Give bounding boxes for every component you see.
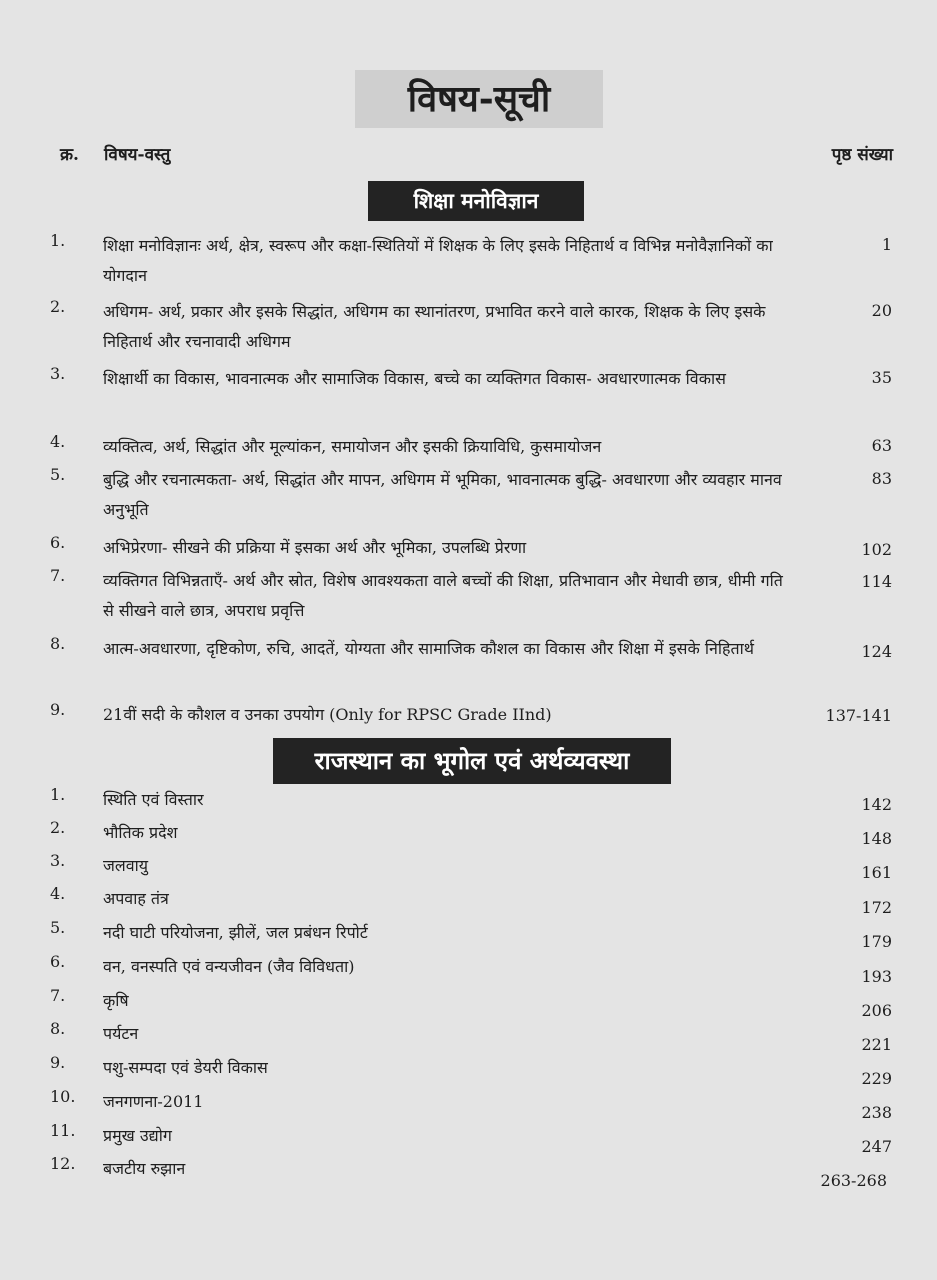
entry-page: 161 (861, 863, 892, 882)
entry-number: 7. (50, 986, 66, 1005)
entry-page: 35 (871, 368, 892, 387)
entry-title: जनगणना-2011 (103, 1092, 204, 1111)
entry-title: नदी घाटी परियोजना, झीलें, जल प्रबंधन रिपोर्ट (103, 923, 368, 942)
entry-title: स्थिति एवं विस्तार (103, 790, 204, 809)
entry-number: 5. (50, 465, 66, 484)
entry-title: शिक्षा मनोविज्ञानः अर्थ, क्षेत्र, स्वरूप और कक्षा-स्थितियों में शिक्षक के लिए इसके निहितार्थ व विभिन्न मनोवैज्ञानिकों का योगदान (103, 236, 773, 285)
entry-number: 2. (50, 818, 66, 837)
entry-number: 4. (50, 432, 66, 451)
entry-title: प्रमुख उद्योग (103, 1126, 172, 1145)
section-heading: शिक्षा मनोविज्ञान (368, 181, 584, 221)
entry-page: 142 (861, 795, 892, 814)
header-number-label: क्र. (60, 145, 79, 165)
section-heading: राजस्थान का भूगोल एवं अर्थव्यवस्था (273, 738, 671, 784)
entry-page: 238 (861, 1103, 892, 1122)
entry-title: अधिगम- अर्थ, प्रकार और इसके सिद्धांत, अधिगम का स्थानांतरण, प्रभावित करने वाले कारक, शिक्षक के लिए इसके निहितार्थ और रचनावादी अधिगम (103, 302, 766, 351)
entry-number: 8. (50, 634, 66, 653)
entry-title: बुद्धि और रचनात्मकता- अर्थ, सिद्धांत और मापन, अधिगम में भूमिका, भावनात्मक बुद्धि- अवधारणा और व्यवहार मानव अनुभूति (103, 470, 782, 519)
page-title: विषय-सूची (355, 70, 603, 128)
entry-page: 137-141 (825, 706, 892, 725)
entry-number: 3. (50, 851, 66, 870)
entry-number: 4. (50, 884, 66, 903)
entry-page: 63 (871, 436, 892, 455)
entry-number: 2. (50, 297, 66, 316)
entry-title: अपवाह तंत्र (103, 889, 169, 908)
entry-title: व्यक्तिगत विभिन्नताएँ- अर्थ और स्रोत, विशेष आवश्यकता वाले बच्चों की शिक्षा, प्रतिभावान और मेधावी छात्र, धीमी गति से सीखने वाले छात्र, अपराध प्रवृत्ति (103, 571, 783, 620)
entry-page: 206 (861, 1001, 892, 1020)
entry-number: 1. (50, 785, 66, 804)
entry-page: 1 (881, 235, 892, 254)
entry-title: बजटीय रुझान (103, 1159, 186, 1178)
entry-title: आत्म-अवधारणा, दृष्टिकोण, रुचि, आदतें, योग्यता और सामाजिक कौशल का विकास और शिक्षा में इसके निहितार्थ (103, 639, 755, 658)
entry-title: भौतिक प्रदेश (103, 823, 178, 842)
entry-title: वन, वनस्पति एवं वन्यजीवन (जैव विविधता) (103, 957, 355, 976)
entry-number: 8. (50, 1019, 66, 1038)
entry-number: 6. (50, 533, 66, 552)
entry-number: 9. (50, 700, 66, 719)
entry-page: 229 (861, 1069, 892, 1088)
entry-page: 263-268 (820, 1171, 887, 1190)
entry-title: जलवायु (103, 856, 149, 875)
entry-title: शिक्षार्थी का विकास, भावनात्मक और सामाजिक विकास, बच्चे का व्यक्तिगत विकास- अवधारणात्मक विकास (103, 369, 726, 388)
entry-number: 3. (50, 364, 66, 383)
entry-page: 102 (861, 540, 892, 559)
entry-page: 83 (871, 469, 892, 488)
entry-page: 20 (871, 301, 892, 320)
entry-page: 124 (861, 642, 892, 661)
header-page-label: पृष्ठ संख्या (831, 145, 893, 165)
header-subject-label: विषय-वस्तु (104, 145, 171, 165)
entry-title: अभिप्रेरणा- सीखने की प्रक्रिया में इसका अर्थ और भूमिका, उपलब्धि प्रेरणा (103, 538, 527, 557)
entry-number: 10. (50, 1087, 76, 1106)
entry-page: 247 (861, 1137, 892, 1156)
entry-page: 179 (861, 932, 892, 951)
entry-number: 5. (50, 918, 66, 937)
entry-number: 11. (50, 1121, 76, 1140)
entry-number: 7. (50, 566, 66, 585)
entry-number: 6. (50, 952, 66, 971)
entry-page: 148 (861, 829, 892, 848)
entry-title: पशु-सम्पदा एवं डेयरी विकास (103, 1058, 268, 1077)
entry-title: पर्यटन (103, 1024, 139, 1043)
entry-page: 193 (861, 967, 892, 986)
entry-title: व्यक्तित्व, अर्थ, सिद्धांत और मूल्यांकन, समायोजन और इसकी क्रियाविधि, कुसमायोजन (103, 437, 602, 456)
entry-page: 114 (861, 572, 892, 591)
entry-title: कृषि (103, 991, 129, 1010)
entry-number: 9. (50, 1053, 66, 1072)
entry-title: 21वीं सदी के कौशल व उनका उपयोग (Only for RPSC Grade IInd) (103, 705, 552, 724)
entry-page: 221 (861, 1035, 892, 1054)
entry-page: 172 (861, 898, 892, 917)
entry-number: 12. (50, 1154, 76, 1173)
entry-number: 1. (50, 231, 66, 250)
